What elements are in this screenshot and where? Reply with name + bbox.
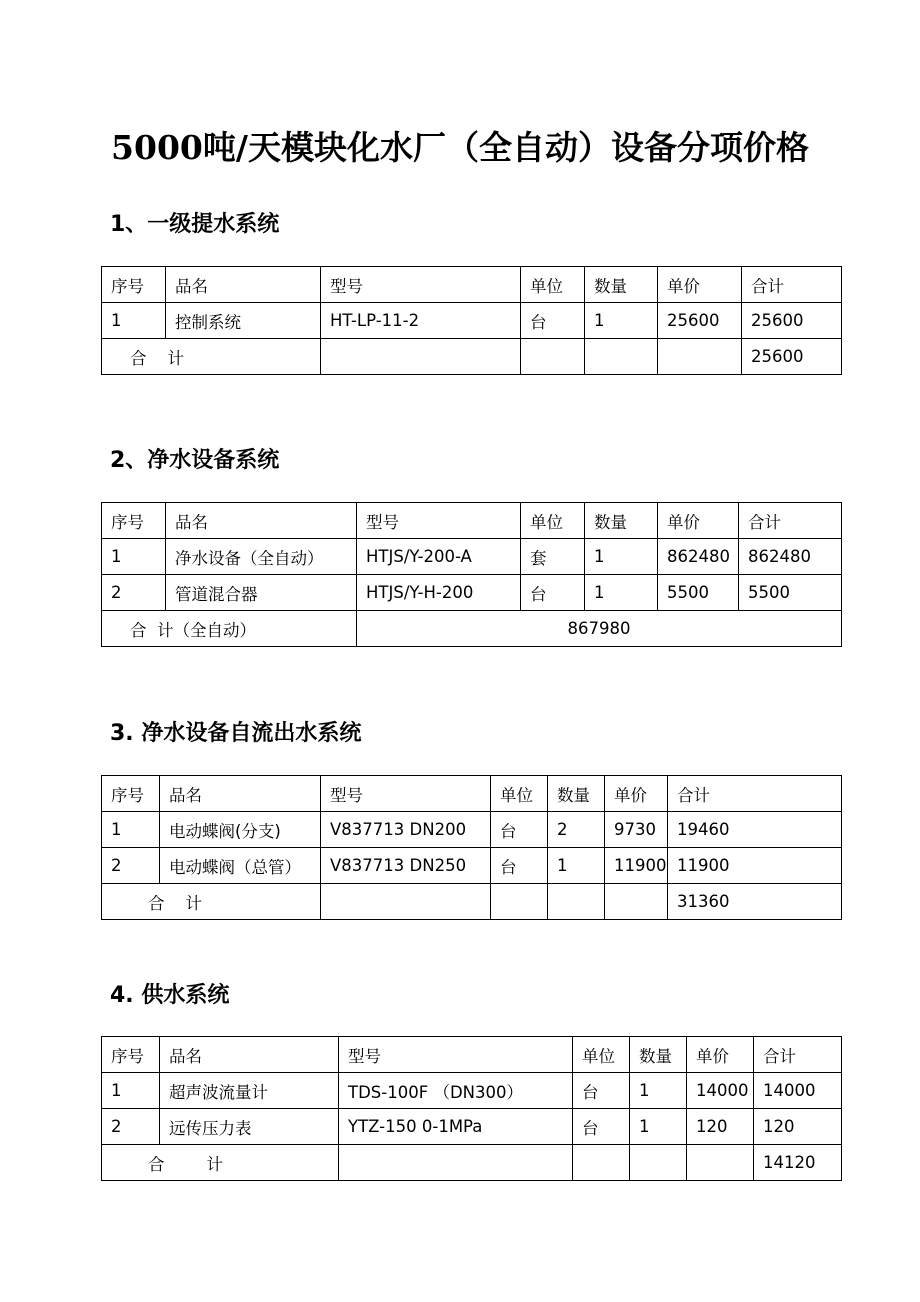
total-value: 14120 xyxy=(754,1145,842,1181)
section-1-heading: 1、一级提水系统 xyxy=(110,212,280,237)
total-label: 合 计（全自动） xyxy=(102,611,357,647)
header-name: 品名 xyxy=(166,503,357,539)
cell-model: TDS-100F （DN300） xyxy=(339,1073,573,1109)
header-total: 合计 xyxy=(668,776,842,812)
table-row xyxy=(102,1109,842,1145)
cell-price: 25600 xyxy=(658,303,742,339)
cell-qty: 1 xyxy=(630,1109,687,1145)
cell-total: 862480 xyxy=(739,539,842,575)
document-title: 5000吨/天模块化水厂（全自动）设备分项价格 xyxy=(111,128,809,167)
header-model: 型号 xyxy=(321,267,521,303)
cell-qty: 1 xyxy=(585,303,658,339)
cell-model: V837713 DN250 xyxy=(321,848,491,884)
cell-qty: 2 xyxy=(548,812,605,848)
empty-cell xyxy=(573,1145,630,1181)
cell-qty: 1 xyxy=(585,575,658,611)
header-total: 合计 xyxy=(739,503,842,539)
header-unit: 单位 xyxy=(573,1037,630,1073)
empty-cell xyxy=(658,339,742,375)
total-label: 合 计 xyxy=(102,339,321,375)
cell-unit: 台 xyxy=(491,848,548,884)
header-model: 型号 xyxy=(357,503,521,539)
cell-name: 控制系统 xyxy=(166,303,321,339)
cell-total: 14000 xyxy=(754,1073,842,1109)
total-value: 867980 xyxy=(357,611,842,647)
cell-price: 9730 xyxy=(605,812,668,848)
header-unit: 单位 xyxy=(491,776,548,812)
table-header-row xyxy=(102,503,842,539)
empty-cell xyxy=(548,884,605,920)
table-row xyxy=(102,812,842,848)
cell-no: 1 xyxy=(102,1073,160,1109)
cell-name: 超声波流量计 xyxy=(160,1073,339,1109)
cell-model: HT-LP-11-2 xyxy=(321,303,521,339)
header-qty: 数量 xyxy=(548,776,605,812)
empty-cell xyxy=(521,339,585,375)
section-3-table xyxy=(101,775,842,920)
cell-price: 5500 xyxy=(658,575,739,611)
header-name: 品名 xyxy=(160,776,321,812)
cell-qty: 1 xyxy=(630,1073,687,1109)
empty-cell xyxy=(321,884,491,920)
header-total: 合计 xyxy=(754,1037,842,1073)
cell-total: 120 xyxy=(754,1109,842,1145)
section-4-heading: 4. 供水系统 xyxy=(110,983,230,1008)
empty-cell xyxy=(491,884,548,920)
cell-qty: 1 xyxy=(548,848,605,884)
total-value: 25600 xyxy=(742,339,842,375)
cell-name: 管道混合器 xyxy=(166,575,357,611)
cell-no: 2 xyxy=(102,1109,160,1145)
cell-model: YTZ-150 0-1MPa xyxy=(339,1109,573,1145)
total-value: 31360 xyxy=(668,884,842,920)
table-header-row xyxy=(102,1037,842,1073)
cell-unit: 台 xyxy=(491,812,548,848)
header-no: 序号 xyxy=(102,267,166,303)
header-price: 单价 xyxy=(658,267,742,303)
header-qty: 数量 xyxy=(585,503,658,539)
cell-unit: 台 xyxy=(521,575,585,611)
empty-cell xyxy=(630,1145,687,1181)
section-2-table xyxy=(101,502,842,647)
cell-price: 120 xyxy=(687,1109,754,1145)
cell-no: 1 xyxy=(102,303,166,339)
header-unit: 单位 xyxy=(521,267,585,303)
header-total: 合计 xyxy=(742,267,842,303)
header-qty: 数量 xyxy=(585,267,658,303)
cell-total: 11900 xyxy=(668,848,842,884)
cell-name: 远传压力表 xyxy=(160,1109,339,1145)
cell-unit: 台 xyxy=(573,1109,630,1145)
empty-cell xyxy=(605,884,668,920)
table-row xyxy=(102,539,842,575)
section-1-table xyxy=(101,266,842,375)
cell-unit: 台 xyxy=(573,1073,630,1109)
section-4-table xyxy=(101,1036,842,1181)
cell-price: 14000 xyxy=(687,1073,754,1109)
section-3-heading: 3. 净水设备自流出水系统 xyxy=(110,721,362,746)
cell-no: 1 xyxy=(102,812,160,848)
header-name: 品名 xyxy=(166,267,321,303)
header-no: 序号 xyxy=(102,503,166,539)
table-header-row xyxy=(102,267,842,303)
cell-qty: 1 xyxy=(585,539,658,575)
cell-name: 电动蝶阀（总管） xyxy=(160,848,321,884)
header-qty: 数量 xyxy=(630,1037,687,1073)
table-row xyxy=(102,848,842,884)
total-row xyxy=(102,1145,842,1181)
cell-model: HTJS/Y-200-A xyxy=(357,539,521,575)
header-price: 单价 xyxy=(687,1037,754,1073)
cell-unit: 套 xyxy=(521,539,585,575)
cell-no: 2 xyxy=(102,848,160,884)
cell-price: 11900 xyxy=(605,848,668,884)
empty-cell xyxy=(687,1145,754,1181)
total-row xyxy=(102,884,842,920)
table-header-row xyxy=(102,776,842,812)
cell-name: 电动蝶阀(分支) xyxy=(160,812,321,848)
header-unit: 单位 xyxy=(521,503,585,539)
cell-model: HTJS/Y-H-200 xyxy=(357,575,521,611)
header-price: 单价 xyxy=(658,503,739,539)
cell-total: 25600 xyxy=(742,303,842,339)
cell-price: 862480 xyxy=(658,539,739,575)
header-model: 型号 xyxy=(321,776,491,812)
table-row xyxy=(102,303,842,339)
header-price: 单价 xyxy=(605,776,668,812)
empty-cell xyxy=(585,339,658,375)
total-label: 合 计 xyxy=(102,884,321,920)
header-no: 序号 xyxy=(102,1037,160,1073)
table-row xyxy=(102,1073,842,1109)
header-no: 序号 xyxy=(102,776,160,812)
total-row xyxy=(102,611,842,647)
cell-no: 1 xyxy=(102,539,166,575)
header-model: 型号 xyxy=(339,1037,573,1073)
cell-unit: 台 xyxy=(521,303,585,339)
cell-total: 19460 xyxy=(668,812,842,848)
header-name: 品名 xyxy=(160,1037,339,1073)
cell-no: 2 xyxy=(102,575,166,611)
empty-cell xyxy=(339,1145,573,1181)
cell-model: V837713 DN200 xyxy=(321,812,491,848)
section-2-heading: 2、净水设备系统 xyxy=(110,448,280,473)
total-label: 合 计 xyxy=(102,1145,339,1181)
total-row xyxy=(102,339,842,375)
cell-name: 净水设备（全自动） xyxy=(166,539,357,575)
table-row xyxy=(102,575,842,611)
cell-total: 5500 xyxy=(739,575,842,611)
empty-cell xyxy=(321,339,521,375)
